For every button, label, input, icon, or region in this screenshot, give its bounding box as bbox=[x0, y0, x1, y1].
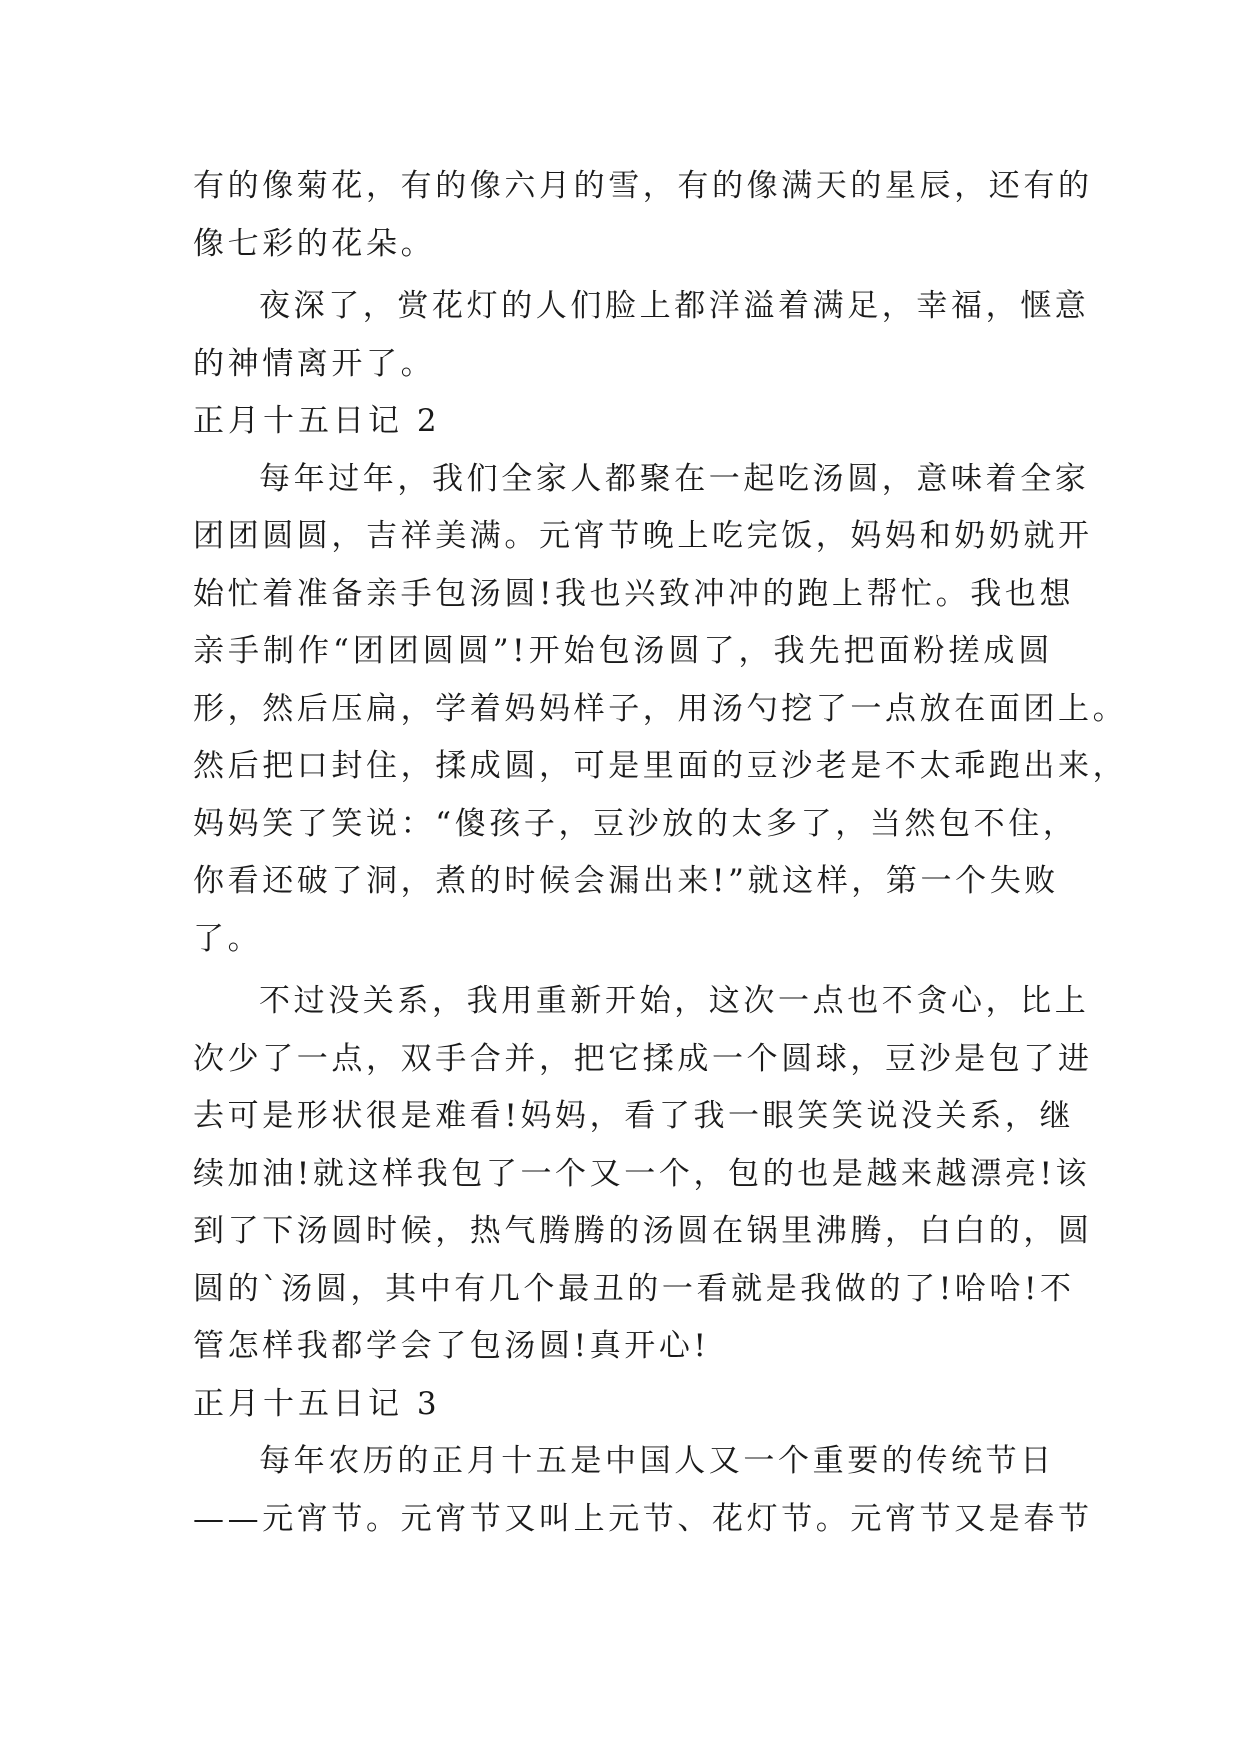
text-line: 你看还破了洞，煮的时候会漏出来!”就这样，第一个失败 bbox=[193, 863, 1059, 899]
paragraph bbox=[193, 278, 1090, 393]
paragraph bbox=[193, 158, 1093, 273]
paragraph bbox=[193, 1433, 1093, 1548]
text-line: 续加油!就这样我包了一个又一个，包的也是越来越漂亮!该 bbox=[193, 1155, 1091, 1192]
text-line: 到了下汤圆时候，热气腾腾的汤圆在锅里沸腾，白白的，圆 bbox=[193, 1213, 1093, 1249]
text-line: 夜深了，赏花灯的人们脸上都洋溢着满足，幸福，惬意 bbox=[259, 288, 1090, 324]
text-line: 形，然后压扁，学着妈妈样子，用汤勺挖了一点放在面团上。 bbox=[193, 690, 1128, 727]
text-line: 有的像菊花，有的像六月的雪，有的像满天的星辰，还有的 bbox=[193, 168, 1093, 204]
text-line: ——元宵节。元宵节又叫上元节、花灯节。元宵节又是春节 bbox=[193, 1500, 1093, 1537]
text-line: 的神情离开了。 bbox=[193, 345, 436, 382]
text-line: 了。 bbox=[193, 920, 263, 957]
section-heading: 正月十五日记 3 bbox=[193, 1385, 441, 1422]
text-line: 管怎样我都学会了包汤圆!真开心! bbox=[193, 1328, 710, 1364]
text-line: 妈妈笑了笑说：“傻孩子，豆沙放的太多了，当然包不住， bbox=[193, 805, 1078, 842]
paragraph bbox=[193, 451, 1128, 969]
text-line: 次少了一点，双手合并，把它揉成一个圆球，豆沙是包了进 bbox=[193, 1040, 1093, 1077]
text-line: 始忙着准备亲手包汤圆!我也兴致冲冲的跑上帮忙。我也想 bbox=[193, 575, 1075, 612]
paragraph bbox=[193, 973, 1093, 1376]
text-line: 每年农历的正月十五是中国人又一个重要的传统节日 bbox=[259, 1443, 1055, 1479]
text-line: 每年过年，我们全家人都聚在一起吃汤圆，意味着全家 bbox=[259, 460, 1090, 497]
text-line: 圆的`汤圆，其中有几个最丑的一看就是我做的了!哈哈!不 bbox=[193, 1270, 1075, 1307]
text-line: 去可是形状很是难看!妈妈，看了我一眼笑笑说没关系，继 bbox=[193, 1098, 1075, 1134]
section-heading: 正月十五日记 2 bbox=[193, 403, 441, 439]
text-line: 然后把口封住，揉成圆，可是里面的豆沙老是不太乖跑出来， bbox=[193, 748, 1128, 784]
text-line: 团团圆圆，吉祥美满。元宵节晚上吃完饭，妈妈和奶奶就开 bbox=[193, 518, 1093, 554]
text-line: 亲手制作“团团圆圆”!开始包汤圆了，我先把面粉搓成圆 bbox=[193, 633, 1053, 669]
text-line: 像七彩的花朵。 bbox=[193, 225, 436, 262]
text-line: 不过没关系，我用重新开始，这次一点也不贪心，比上 bbox=[259, 983, 1090, 1019]
document-page bbox=[193, 158, 1128, 1548]
